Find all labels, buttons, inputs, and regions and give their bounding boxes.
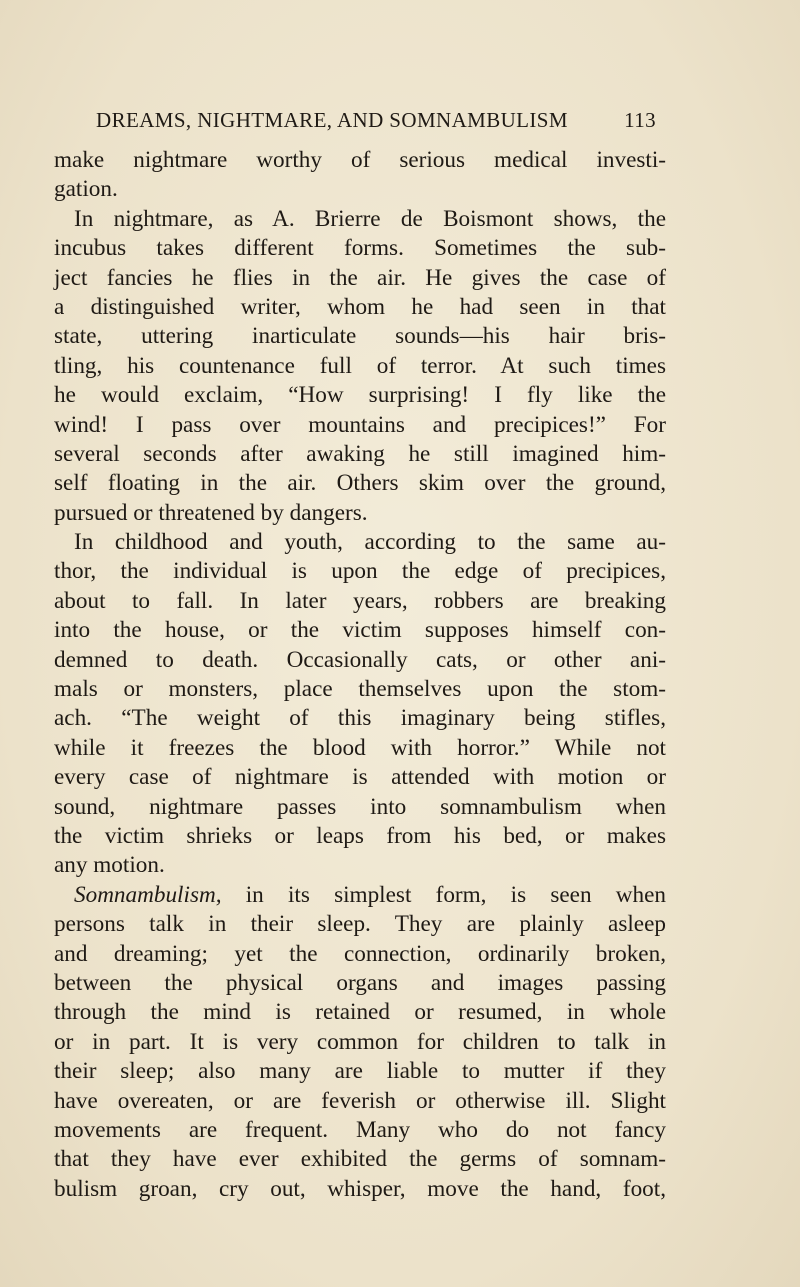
text-line: that they have ever exhibited the germs of somnam- bbox=[54, 1146, 666, 1173]
italic-term: Somnambulism, bbox=[74, 881, 222, 908]
running-title: DREAMS, NIGHTMARE, AND SOMNAMBULISM bbox=[96, 108, 568, 132]
text-line: self floating in the air. Others skim over the ground, bbox=[54, 470, 666, 497]
text-line: In childhood and youth, according to the same au- bbox=[74, 529, 666, 556]
running-header bbox=[96, 108, 656, 138]
text-line: while it freezes the blood with horror.” While not bbox=[54, 734, 666, 761]
text-line: state, uttering inarticulate sounds—his hair bris- bbox=[54, 323, 666, 350]
text-line: their sleep; also many are liable to mutter if they bbox=[54, 1058, 666, 1085]
line-continuation: in its simplest form, is seen when bbox=[221, 881, 666, 908]
text-line: movements are frequent. Many who do not fancy bbox=[54, 1116, 666, 1143]
text-line: pursued or threatened by dangers. bbox=[54, 499, 368, 526]
text-line: or in part. It is very common for children to talk in bbox=[54, 1028, 666, 1055]
body-text bbox=[54, 146, 666, 1204]
text-line: mals or monsters, place themselves upon the stom- bbox=[54, 676, 666, 703]
page-number: 113 bbox=[624, 108, 656, 132]
text-line: gation. bbox=[54, 176, 118, 203]
text-line: bulism groan, cry out, whisper, move the hand, foot, bbox=[54, 1175, 666, 1202]
text-line: persons talk in their sleep. They are plainly asleep bbox=[54, 911, 666, 938]
text-line: several seconds after awaking he still imagined him- bbox=[54, 440, 666, 467]
text-line: and dreaming; yet the connection, ordinarily broken, bbox=[54, 940, 666, 967]
text-line: demned to death. Occasionally cats, or other ani- bbox=[54, 646, 666, 673]
text-line: incubus takes different forms. Sometimes the sub- bbox=[54, 235, 666, 262]
text-line: a distinguished writer, whom he had seen in that bbox=[54, 293, 666, 320]
text-line: through the mind is retained or resumed, in whole bbox=[54, 999, 666, 1026]
text-line: wind! I pass over mountains and precipices!” For bbox=[54, 411, 666, 438]
text-line: sound, nightmare passes into somnambulism when bbox=[54, 793, 666, 820]
text-line: any motion. bbox=[54, 852, 165, 879]
text-line: ject fancies he flies in the air. He gives the case of bbox=[54, 264, 666, 291]
text-line: In nightmare, as A. Brierre de Boismont shows, the bbox=[74, 205, 666, 232]
text-line: about to fall. In later years, robbers are breaking bbox=[54, 587, 666, 614]
text-line: the victim shrieks or leaps from his bed, or makes bbox=[54, 822, 666, 849]
text-line: thor, the individual is upon the edge of precipices, bbox=[54, 558, 666, 585]
text-line: tling, his countenance full of terror. At such times bbox=[54, 352, 666, 379]
text-line: between the physical organs and images passing bbox=[54, 969, 666, 996]
text-line: have overeaten, or are feverish or otherwise ill. Slight bbox=[54, 1087, 666, 1114]
text-line: make nightmare worthy of serious medical investi- bbox=[54, 147, 666, 173]
text-line: into the house, or the victim supposes himself con- bbox=[54, 617, 666, 644]
text-line bbox=[54, 881, 666, 910]
text-line: every case of nightmare is attended with motion or bbox=[54, 764, 666, 791]
text-line: he would exclaim, “How surprising! I fly like the bbox=[54, 382, 666, 409]
text-line: ach. “The weight of this imaginary being stifles, bbox=[54, 705, 666, 732]
